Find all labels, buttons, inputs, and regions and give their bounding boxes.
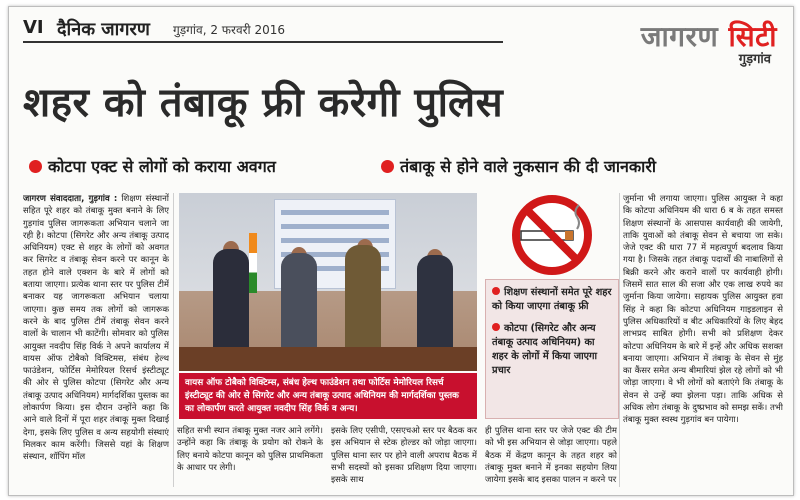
photo-caption: वायस ऑफ टोबैको विक्टिम्स, संबंध हेल्थ फाउंडेशन तथा फोर्टिस मेमोरियल रिसर्च इंस्टीट्यूट की ओर से सिगरेट और अन्य तंबाकू उत्पाद अधिनियम की मार्गदर्शिका पुस्तक का लोकार्पण करते आयुक्त नवदीप सिंह विर्क व अन्य। xyxy=(179,373,477,419)
article-column-3 xyxy=(331,425,477,487)
newspaper-page xyxy=(8,6,794,496)
column-2-text: सहित सभी स्थान तंबाकू मुक्त नजर आने लगेंगे। उन्होंने कहा कि तंबाकू के प्रयोग को रोकने के लिए बनाये कोटपा कानून को पुलिस प्राथमिकता के आधार पर लेगी। xyxy=(177,426,323,473)
bullet-dot-icon xyxy=(29,160,42,173)
highlight-item xyxy=(492,286,612,314)
highlight-item-2: कोटपा (सिगरेट और अन्य तंबाकू उत्पाद अधिनियम) का शहर के लोगों में किया जाएगा प्रचार xyxy=(492,323,598,376)
bullet-dot-icon xyxy=(492,323,500,331)
highlight-item-1: शिक्षण संस्थानों समेत पूरे शहर को किया जाएगा तंबाकू फ्री xyxy=(492,287,612,312)
podium-table xyxy=(179,347,477,371)
bullet-dot-icon xyxy=(492,287,500,295)
column-3-text: इसके लिए एसीपी, एसएचओ स्तर पर बैठक कर इस अभियान से स्टेक होल्डर को जोड़ा जाएगा। पुलिस थाना स्तर पर होने वाली अपराध बैठक में सभी सदस्यों को इसका प्रशिक्षण दिया जाएगा। इसके साथ xyxy=(331,426,477,486)
highlight-item xyxy=(492,322,612,378)
subhead-2-text: तंबाकू से होने वाले नुकसान की दी जानकारी xyxy=(400,157,657,176)
edition-city: गुड़गांव xyxy=(738,52,771,67)
dateline: जागरण संवाददाता, गुड़गांव : xyxy=(23,194,118,204)
subhead-2 xyxy=(381,155,656,177)
paper-name: दैनिक जागरण xyxy=(57,19,150,40)
article-column-4 xyxy=(485,425,617,487)
highlight-box xyxy=(485,279,619,419)
subheads xyxy=(29,155,789,183)
no-smoking-icon xyxy=(487,193,617,277)
brand-part-1: जागरण xyxy=(640,20,719,53)
bullet-dot-icon xyxy=(381,160,394,173)
article-column-2 xyxy=(177,425,323,487)
masthead xyxy=(23,17,779,67)
event-photo xyxy=(179,193,477,371)
column-4-text: ही पुलिस थाना स्तर पर जेजे एक्ट की टीम को भी इस अभियान से जोड़ा जाएगा। पहले बैठक में केंद्रण कानून के तहत शहर को तंबाकू मुक्त बनाने में इनका सहयोग लिया जायेगा इसके बाद इसका पालन न करने पर xyxy=(485,426,617,486)
issue-date: गुड़गांव, 2 फरवरी 2016 xyxy=(173,23,285,37)
flag-icon xyxy=(249,233,257,293)
brand-part-2: सिटी xyxy=(728,20,777,53)
column-1-text: शिक्षण संस्थानों सहित पूरे शहर को तंबाकू मुक्त बनाने के लिए गुड़गांव पुलिस जागरूकता अभियान चलाने जा रही है। कोटपा (सिगरेट और अन्य तंबाकू उत्पाद अधिनियम) एक्ट से शहर के लोगों को अवगत कर सिगरेट व तंबाकू सेवन करने पर कानून के तहत होने वाले एक्शन के बारे में लोगों को बताया जाएगा। प्रत्येक थाना स्तर पर पुलिस टीमें बनाकर यह जागरूकता अभियान चलाया जाएगा। कुछ समय तक लोगों को जागरूक करने के बाद पुलिस टीमें तंबाकू सेवन करने वालों के चालान भी काटेंगी। सोमवार को पुलिस आयुक्त नवदीप सिंह विर्क ने अपने कार्यालय में वायस ऑफ टोबैको विक्टिमस, संबंध हेल्थ फाउंडेशन, फोर्टिस मेमोरियल रिसर्च इंस्टीट्यूट की ओर से पुलिस कोटपा (सिगरेट और अन्य तंबाकू उत्पाद अधिनियम) मार्गदर्शिका पुस्तक का लोकार्पण किया। इस दौरान उन्होंने कहा कि आने वाले दिनों में पूरा शहर तंबाकू मुक्त दिखाई देगा, इसके लिए पुलिस व अन्य सहयोगी संस्थाएं मिलकर काम करेंगी। जिससे यहां के शिक्षण संस्थान, शॉपिंग मॉल xyxy=(23,194,169,463)
subhead-1 xyxy=(29,155,276,177)
article-column-5 xyxy=(623,193,783,485)
masthead-rule xyxy=(23,41,503,43)
subhead-1-text: कोटपा एक्ट से लोगों को कराया अवगत xyxy=(48,157,276,176)
column-5-text: जुर्माना भी लगाया जाएगा। पुलिस आयुक्त ने कहा कि कोटपा अधिनियम की धारा 6 ब के तहत समस्त शिक्षण संस्थानों के आसपास कार्यवाही की जायेगी, ताकि युवाओं को तंबाकू सेवन से बचाया जा सके। जेजे एक्ट की धारा 77 में महत्वपूर्ण बदलाव किया गया है। जिसके तहत तंबाकू पदार्थों की नाबालिगों से बिक्री करने और कराने वालों पर कार्यवाही होगी। जिसमें सात साल की सजा और एक लाख रुपये का जुर्माना किया जायेगा। सहायक पुलिस आयुक्त हवा सिंह ने कहा कि कोटपा अधिनियम गाइडलाइन से पुलिस अधिकारियों व बीट अधिकारियों के लिए बेहद लाभप्रद साबित होगी। सभी को प्रशिक्षण देकर कोटपा अधिनियम के बारे में इन्हें और अधिक सशक्त बनाया जाएगा। अभियान में तंबाकू के सेवन से मुंह का कैंसर समेत अन्य बीमारियां झेल रहे लोगों को भी जोड़ा जाएगा। वे भी लोगों को बताएंगे कि तंबाकू के सेवन से उन्हें क्या झेलना पड़ा। ताकि अधिक से अधिक लोग तंबाकू के दुष्प्रभाव को समझ सकें। तभी तंबाकू मुक्त स्वस्थ गुड़गांव बन पायेगा। xyxy=(623,194,783,426)
page-number: VI xyxy=(23,17,44,38)
column-divider xyxy=(173,193,174,487)
article-column-1 xyxy=(23,193,169,485)
column-divider xyxy=(619,193,620,487)
headline: शहर को तंबाकू फ्री करेगी पुलिस xyxy=(23,80,504,126)
